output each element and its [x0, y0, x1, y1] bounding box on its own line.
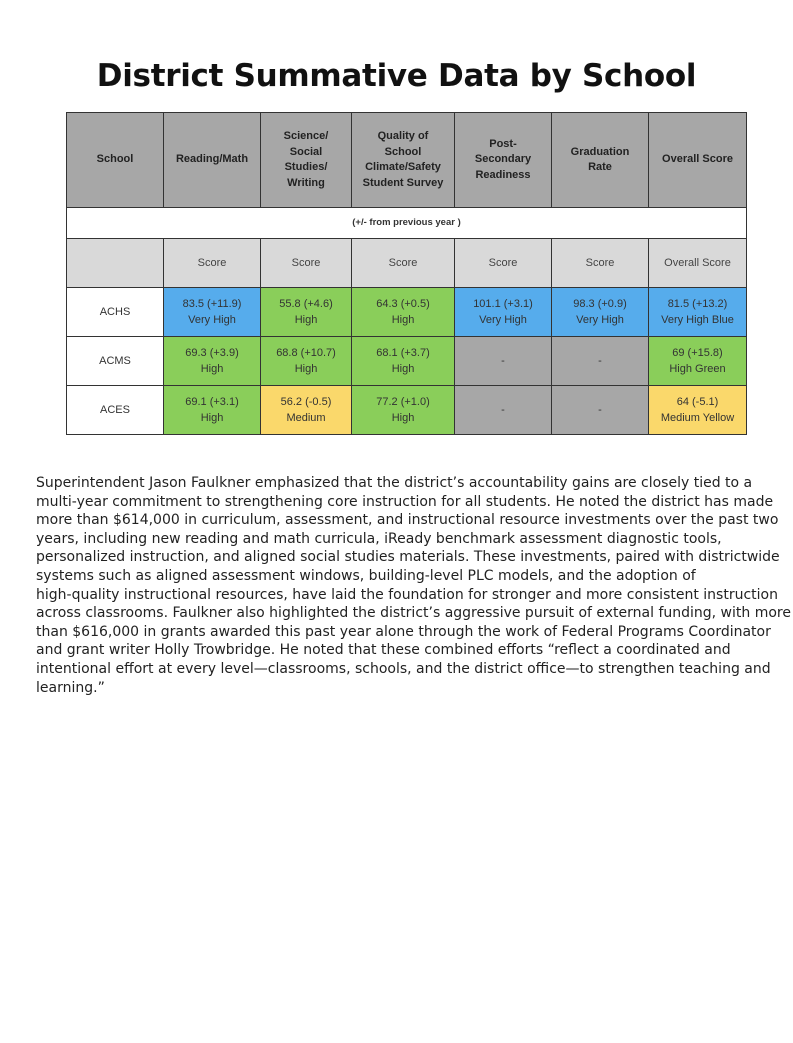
- paragraph-line: and grant writer Holly Trowbridge. He noted that these combined efforts “reflect a coordinated and: [36, 642, 731, 659]
- header-graduation-rate: Graduation Rate: [552, 113, 649, 208]
- header-row: [67, 113, 747, 208]
- score-cell: 101.1 (+3.1) Very High: [455, 288, 552, 337]
- score-cell: 55.8 (+4.6) High: [261, 288, 352, 337]
- paragraph-line: more than $614,000 in curriculum, assessment, and instructional resource investments over the past two: [36, 512, 779, 529]
- paragraph-line: across classrooms. Faulkner also highlighted the district’s aggressive pursuit of external funding, with more: [36, 605, 791, 622]
- school-name: ACES: [67, 386, 164, 435]
- score-cell: 69.1 (+3.1) High: [164, 386, 261, 435]
- paragraph-line: learning.”: [36, 679, 105, 696]
- score-cell: 68.1 (+3.7) High: [352, 337, 455, 386]
- overall-score-cell: 81.5 (+13.2) Very High Blue: [649, 288, 747, 337]
- overall-score-cell: 64 (-5.1) Medium Yellow: [649, 386, 747, 435]
- header-science-social-studies-writing: Science/ Social Studies/ Writing: [261, 113, 352, 208]
- subheader-blank: [67, 239, 164, 288]
- page-title: District Summative Data by School: [96, 58, 697, 94]
- score-cell: 98.3 (+0.9) Very High: [552, 288, 649, 337]
- header-post-secondary-readiness: Post- Secondary Readiness: [455, 113, 552, 208]
- score-cell: 64.3 (+0.5) High: [352, 288, 455, 337]
- change-note: (+/- from previous year ): [67, 208, 747, 239]
- note-row: [67, 208, 747, 239]
- paragraph-line: years, including new reading and math curricula, iReady benchmark assessment diagnostic tools,: [36, 530, 722, 547]
- paragraph-line: personalized instruction, and aligned social studies materials. These investments, paired with districtwide: [36, 549, 780, 566]
- paragraph-line: Superintendent Jason Faulkner emphasized that the district’s accountability gains are closely tied to a: [36, 475, 753, 491]
- empty-score-cell: -: [552, 386, 649, 435]
- article-paragraph: [36, 474, 791, 697]
- header-overall-score: Overall Score: [649, 113, 747, 208]
- score-cell: 68.8 (+10.7) High: [261, 337, 352, 386]
- school-name: ACMS: [67, 337, 164, 386]
- score-cell: 77.2 (+1.0) High: [352, 386, 455, 435]
- subheader-score: Score: [552, 239, 649, 288]
- subheader-score: Score: [164, 239, 261, 288]
- empty-score-cell: -: [455, 337, 552, 386]
- school-name: ACHS: [67, 288, 164, 337]
- empty-score-cell: -: [552, 337, 649, 386]
- table-row: [67, 288, 747, 337]
- paragraph-line: than $616,000 in grants awarded this past year alone through the work of Federal Programs Coordinator: [36, 623, 771, 640]
- subheader-score: Score: [261, 239, 352, 288]
- score-cell: 56.2 (-0.5) Medium: [261, 386, 352, 435]
- table-row: [67, 386, 747, 435]
- subheader-score: Score: [352, 239, 455, 288]
- empty-score-cell: -: [455, 386, 552, 435]
- header-school-climate-survey: Quality of School Climate/Safety Student Survey: [352, 113, 455, 208]
- paragraph-line: multi-year commitment to strengthening core instruction for all students. He noted the district has made: [36, 493, 774, 510]
- summative-data-table: [66, 112, 747, 435]
- table-row: [67, 337, 747, 386]
- paragraph-line: systems such as aligned assessment windows, building-level PLC models, and the adoption of: [36, 567, 696, 584]
- header-reading-math: Reading/Math: [164, 113, 261, 208]
- subheader-row: [67, 239, 747, 288]
- score-cell: 69.3 (+3.9) High: [164, 337, 261, 386]
- paragraph-line: intentional effort at every level—classrooms, schools, and the district office—to strengthen teaching and: [36, 660, 771, 677]
- subheader-score: Score: [455, 239, 552, 288]
- subheader-overall-score: Overall Score: [649, 239, 747, 288]
- score-cell: 83.5 (+11.9) Very High: [164, 288, 261, 337]
- header-school: School: [67, 113, 164, 208]
- paragraph-line: high-quality instructional resources, have laid the foundation for stronger and more consistent instruction: [36, 586, 778, 603]
- overall-score-cell: 69 (+15.8) High Green: [649, 337, 747, 386]
